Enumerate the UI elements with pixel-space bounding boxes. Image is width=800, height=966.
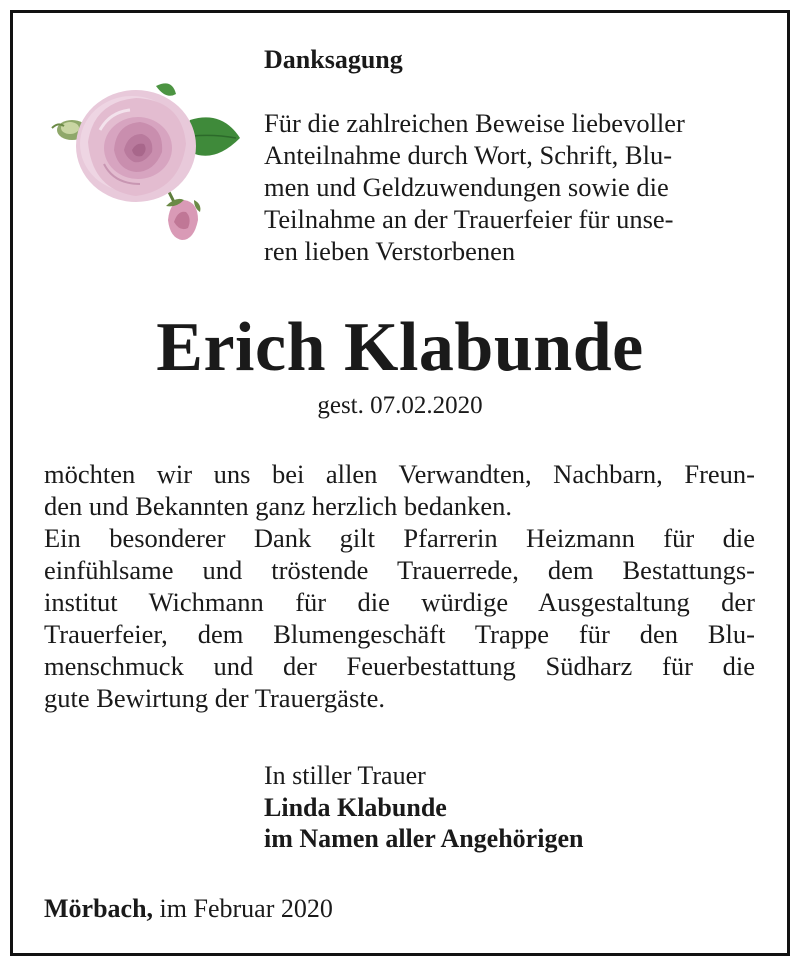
deceased-name: Erich Klabunde <box>156 309 644 386</box>
body-line: möchten wir uns bei allen Verwandten, Nachbarn, Freun- <box>44 459 755 489</box>
heading: Danksagung <box>264 45 403 74</box>
signature-line: In stiller Trauer <box>264 761 426 790</box>
intro-line: Teilnahme an der Trauerfeier für unse- <box>264 204 674 234</box>
body-line: einfühlsame und tröstende Trauerrede, dem Bestattungs- <box>44 555 755 585</box>
body-line: Trauerfeier, dem Blumengeschäft Trappe für den Blu- <box>44 619 755 649</box>
body-line: den und Bekannten ganz herzlich bedanken. <box>44 491 512 521</box>
intro-line: Anteilnahme durch Wort, Schrift, Blu- <box>264 140 673 170</box>
body-paragraph <box>44 458 755 714</box>
intro-line: Für die zahlreichen Beweise liebevoller <box>264 108 685 138</box>
intro-line: men und Geldzuwendungen sowie die <box>264 172 669 202</box>
body-line: Ein besonderer Dank gilt Pfarrerin Heizmann für die <box>44 523 755 553</box>
place-town: Mörbach, <box>44 894 154 923</box>
body-line: gute Bewirtung der Trauergäste. <box>44 683 386 713</box>
place-date <box>44 894 333 924</box>
death-date: gest. 07.02.2020 <box>317 392 483 419</box>
body-line: institut Wichmann für die würdige Ausgestaltung der <box>44 587 755 617</box>
place-date-text: im Februar 2020 <box>159 894 333 923</box>
signatory-name: Linda Klabunde <box>264 792 447 822</box>
rose-icon <box>44 72 244 247</box>
signature-block <box>264 760 583 855</box>
intro-paragraph <box>264 107 685 267</box>
intro-line: ren lieben Verstorbenen <box>264 236 516 266</box>
signature-line: im Namen aller Angehörigen <box>264 824 584 853</box>
body-line: menschmuck und der Feuerbestattung Südharz für die <box>44 651 755 681</box>
